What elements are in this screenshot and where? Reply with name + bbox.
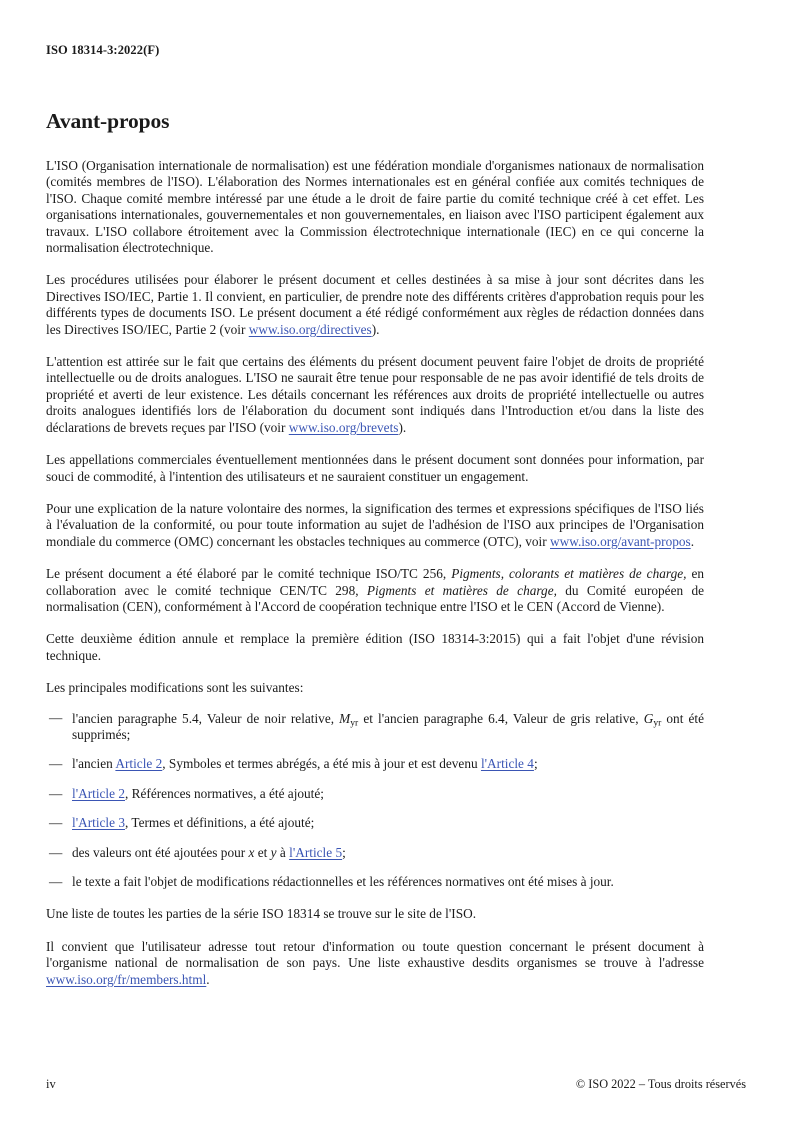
paragraph-feedback-text-after: . (206, 971, 210, 987)
paragraph-trade-names: Les appellations commerciales éventuellement mentionnées dans le présent document sont données pour information, par souci de commodité, à l'intention des utilisateurs et ne sauraient constituer un engagement. (46, 452, 704, 484)
paragraph-edition-notice: Cette deuxième édition annule et remplace la première édition (ISO 18314-3:2015) qui a fait l'objet d'une révision technique. (46, 631, 704, 663)
paragraph-series-list: Une liste de toutes les parties de la série ISO 18314 se trouve sur le site de l'ISO. (46, 906, 477, 922)
list-item (46, 861, 704, 890)
variable-y: y (270, 844, 277, 860)
list-item-3-text: , Références normatives, a été ajouté; (124, 785, 324, 801)
link-article-2[interactable]: l'Article 2 (72, 785, 125, 801)
list-dash-marker: — (49, 815, 63, 831)
link-iso-avant-propos[interactable]: www.iso.org/avant-propos (550, 533, 691, 549)
list-item-5-text-c: à (276, 844, 290, 860)
link-iso-members[interactable]: www.iso.org/fr/members.html (46, 971, 207, 987)
committee-title-cen-tc-298: Pigments et matières de charge, (366, 582, 557, 598)
paragraph-voluntary-nature-text-after: . (690, 533, 695, 549)
list-item-6-text: le texte a fait l'objet de modifications rédactionnelles et les références normatives ont été mises à jour. (72, 874, 614, 889)
paragraph-feedback-text-before: Il convient que l'utilisateur adresse tout retour d'information ou toute question concernant le présent document à l'organisme national de normalisation de son pays. Une liste exhaustive desdits organismes se trouve à l'adresse (46, 938, 704, 971)
list-dash-marker: — (49, 709, 63, 725)
paragraph-procedures-text-before: Les procédures utilisées pour élaborer le présent document et celles destinées à sa mise à jour sont décrites dans les Directives ISO/IEC, Partie 1. Il convient, en particulier, de prendre note des différents critères d'approbation requis pour les différents types de documents ISO. Le présent document a été rédigé conformément aux règles de rédaction données dans les Directives ISO/IEC, Partie 2 (voir (46, 272, 704, 337)
paragraph-voluntary-nature-text-before: Pour une explication de la nature volontaire des normes, la signification des termes et expressions spécifiques de l'ISO liés à l'évaluation de la conformité, ou pour toute information au sujet de l'adhésion de l'ISO aux principes de l'Organisation mondiale du commerce (OMC) concernant les obstacles techniques au commerce (OTC), voir (46, 500, 704, 549)
list-item-5-text-a: des valeurs ont été ajoutées pour (72, 844, 249, 860)
variable-m-yr-symbol: M (339, 710, 351, 726)
committee-title-iso-tc-256: Pigments, colorants et matières de charge, (451, 566, 687, 582)
committee-text-c: du Comité européen de normalisation (CEN), conformément à l'Accord de coopération technique entre l'ISO et le CEN (Accord de Vienne). (46, 582, 705, 614)
variable-m-yr (339, 710, 359, 729)
footer-copyright: © ISO 2022 – Tous droits réservés (575, 1077, 746, 1091)
list-item-1-text-b: et l'ancien paragraphe 6.4, Valeur de gris relative, (358, 710, 644, 726)
paragraph-committee (46, 550, 704, 615)
paragraph-main-changes-intro: Les principales modifications sont les suivantes: (46, 680, 304, 696)
paragraph-procedures-text-after: ). (371, 321, 380, 337)
page-content (46, 0, 704, 988)
list-item (46, 697, 704, 744)
list-item-5-text-b: et (254, 844, 271, 860)
list-item-1-text-c: ont été supprimés; (72, 710, 705, 742)
list-dash-marker: — (49, 785, 63, 801)
list-dash-marker: — (49, 874, 63, 889)
link-iso-brevets[interactable]: www.iso.org/brevets (288, 419, 399, 435)
paragraph-patent-rights-text-before: L'attention est attirée sur le fait que certains des éléments du présent document peuvent faire l'objet de droits de propriété intellectuelle ou de droits analogues. L'ISO ne saurait être tenue pour responsable de ne pas avoir identifié de tels droits de propriété et averti de leur existence. Les détails concernant les références aux droits de propriété intellectuelle ou autres droits analogues identifiés lors de l'élaboration du document sont indiqués dans l'Introduction et/ou dans la liste des déclarations de brevets reçues par l'ISO (voir (46, 354, 704, 435)
paragraph-patent-rights (46, 338, 704, 436)
link-article-2-old[interactable]: Article 2 (115, 756, 163, 772)
variable-x: x (248, 844, 255, 860)
list-item (46, 832, 704, 861)
committee-text-a: Le présent document a été élaboré par le comité technique ISO/TC 256, (46, 566, 452, 582)
list-item-2-text-c: ; (533, 756, 538, 772)
paragraph-voluntary-nature (46, 485, 704, 550)
list-item-2-text-b: , Symboles et termes abrégés, a été mis à jour et est devenu (162, 756, 481, 772)
variable-g-yr (643, 710, 662, 729)
link-article-4[interactable]: l'Article 4 (480, 756, 534, 772)
link-article-5[interactable]: l'Article 5 (289, 844, 343, 860)
list-item (46, 743, 704, 772)
list-item-5-text-d: ; (342, 844, 346, 860)
page-footer (46, 1077, 747, 1092)
page-title: Avant-propos (46, 109, 170, 133)
list-dash-marker: — (49, 844, 63, 860)
link-article-3[interactable]: l'Article 3 (72, 815, 125, 831)
paragraph-iso-definition: L'ISO (Organisation internationale de normalisation) est une fédération mondiale d'organismes nationaux de normalisation (comités membres de l'ISO). L'élaboration des Normes internationales est en général confiée aux comités techniques de l'ISO. Chaque comité membre intéressé par une étude a le droit de faire partie du comité technique créé à cet effet. Les organisations internationales, gouvernementales et non gouvernementales, en liaison avec l'ISO participent également aux travaux. L'ISO collabore étroitement avec la Commission électrotechnique internationale (IEC) en ce qui concerne la normalisation électrotechnique. (46, 158, 704, 256)
variable-g-yr-symbol: G (643, 710, 654, 726)
document-header: ISO 18314-3:2022(F) (46, 43, 160, 57)
list-item (46, 773, 704, 802)
committee-text-b: en collaboration avec le comité technique CEN/TC 298, (46, 566, 705, 598)
paragraph-feedback (46, 923, 704, 988)
list-item-2-text-a: l'ancien (72, 756, 116, 772)
list-item (46, 802, 704, 831)
list-item-4-text: , Termes et définitions, a été ajouté; (124, 815, 315, 831)
footer-page-number: iv (46, 1077, 56, 1091)
list-item-1-text-a: l'ancien paragraphe 5.4, Valeur de noir relative, (72, 710, 340, 726)
paragraph-procedures (46, 256, 704, 338)
variable-g-yr-subscript: yr (653, 717, 662, 729)
variable-m-yr-subscript: yr (350, 717, 359, 729)
link-iso-directives[interactable]: www.iso.org/directives (248, 321, 372, 337)
list-dash-marker: — (49, 756, 63, 772)
paragraph-patent-rights-text-after: ). (398, 419, 407, 435)
changes-list (46, 697, 704, 891)
